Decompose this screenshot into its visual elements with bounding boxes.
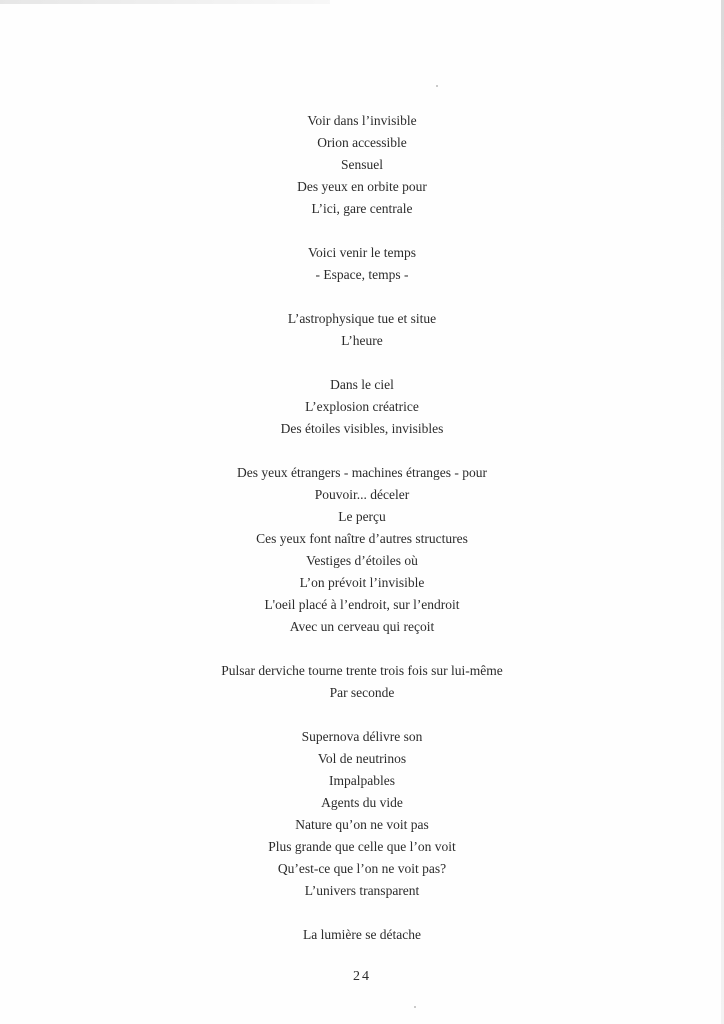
stanza: [0, 726, 724, 902]
poem-line: Le perçu: [338, 509, 386, 524]
poem-line: Des yeux étrangers - machines étranges - pour: [236, 465, 488, 480]
poem-line: Des yeux en orbite pour: [297, 179, 427, 194]
scan-edge-top: [0, 0, 330, 4]
poem-line: Dans le ciel: [330, 377, 394, 392]
poem-line: Plus grande que celle que l’on voit: [268, 839, 456, 854]
stanza-gap: [0, 352, 724, 374]
stanza: [0, 110, 724, 220]
stanza-gap: [0, 440, 724, 462]
poem-line: L’on prévoit l’invisible: [299, 575, 425, 590]
stanza: [0, 242, 724, 286]
stanza: [0, 308, 724, 352]
poem-line: Vol de neutrinos: [317, 751, 407, 766]
stanza-gap: [0, 704, 724, 726]
poem-line: Nature qu’on ne voit pas: [295, 817, 429, 832]
poem-line: L’ici, gare centrale: [311, 201, 413, 216]
stanza-gap: [0, 902, 724, 924]
stanza-gap: [0, 286, 724, 308]
poem-line: Pouvoir... déceler: [314, 487, 410, 502]
poem-line: Vestiges d’étoiles où: [306, 553, 418, 568]
poem-line: Des étoiles visibles, invisibles: [280, 421, 444, 436]
poem-line: Par seconde: [329, 685, 395, 700]
poem-line: L'oeil placé à l’endroit, sur l’endroit: [264, 597, 460, 612]
stanza: [0, 462, 724, 638]
stanza: [0, 924, 724, 946]
poem-body: [0, 110, 724, 946]
stanza-gap: [0, 638, 724, 660]
poem-line: L’astrophysique tue et situe: [287, 311, 437, 326]
poem-line: Supernova délivre son: [301, 729, 423, 744]
stanza: [0, 374, 724, 440]
poem-line: L’explosion créatrice: [305, 399, 419, 414]
poem-line: Ces yeux font naître d’autres structures: [256, 531, 468, 546]
poem-line: Impalpables: [329, 773, 395, 788]
page-number: 24: [353, 969, 371, 984]
poem-line: Voici venir le temps: [307, 245, 417, 260]
poem-line: Agents du vide: [321, 795, 403, 810]
poem-line: Sensuel: [341, 157, 383, 172]
poem-line: - Espace, temps -: [315, 267, 409, 282]
scan-speck: [414, 1006, 416, 1008]
stanza: [0, 660, 724, 704]
poem-line: Pulsar derviche tourne trente trois fois sur lui-même: [221, 663, 503, 678]
poem-line: Orion accessible: [317, 135, 407, 150]
poem-line: Qu’est-ce que l’on ne voit pas?: [277, 861, 447, 876]
poem-line: L’heure: [341, 333, 383, 348]
scan-speck: [436, 85, 438, 87]
stanza-gap: [0, 220, 724, 242]
poem-line: La lumière se détache: [302, 927, 422, 942]
poem-line: Avec un cerveau qui reçoit: [289, 619, 435, 634]
poem-line: L’univers transparent: [304, 883, 420, 898]
poem-line: Voir dans l’invisible: [307, 113, 417, 128]
